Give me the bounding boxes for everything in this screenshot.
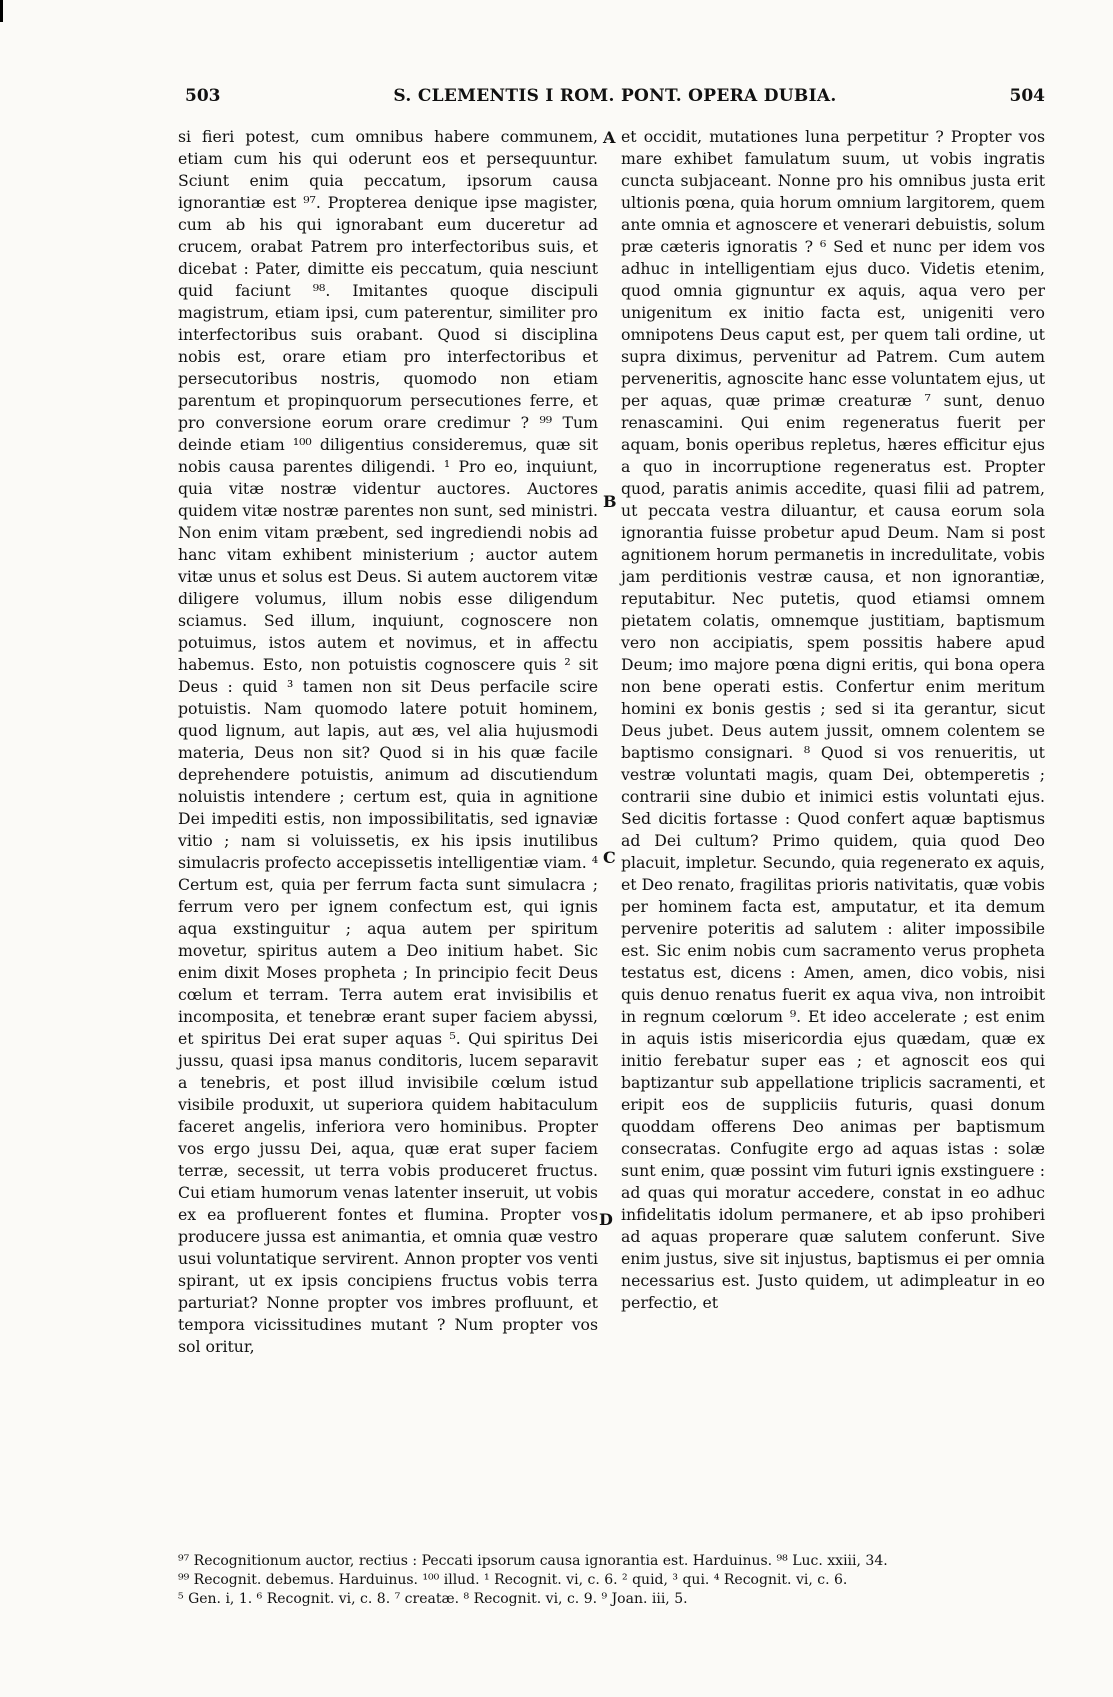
right-column bbox=[621, 126, 1045, 1314]
margin-marker-c: C bbox=[603, 848, 616, 867]
scan-edge-mark bbox=[0, 0, 3, 22]
margin-marker-b: B bbox=[603, 492, 617, 511]
footnote-line: ⁹⁷ Recognitionum auctor, rectius : Peccati ipsorum causa ignorantia est. Harduinus. ⁹⁸ Luc. xxiii, 34. bbox=[178, 1553, 888, 1569]
left-column bbox=[178, 126, 598, 1358]
footnotes bbox=[178, 1552, 1045, 1609]
page-number-right: 504 bbox=[1009, 86, 1045, 106]
page-header bbox=[185, 86, 1045, 112]
running-title: S. CLEMENTIS I ROM. PONT. OPERA DUBIA. bbox=[393, 86, 837, 106]
right-column-text: et occidit, mutationes luna perpetitur ? Propter vos mare exhibet famulatum suum, ut vobis ingratis cuncta subjaceant. Nonne pro his omnibus justa erit ultionis pœna, quia horum omnium largitorem, quem ante omnia et agnoscere et venerari debuistis, solum præ cæteris ignoratis ? ⁶ Sed et nunc per idem vos adhuc in intelligentiam ejus duco. Videtis etenim, quod omnia gignuntur ex aquis, aqua vero per unigenitum ex initio facta est, unigeniti vero omnipotens Deus caput est, per quem tali ordine, ut supra diximus, pervenitur ad Patrem. Cum autem perveneritis, agnoscite hanc esse voluntatem ejus, ut per aquas, quæ primæ creaturæ ⁷ sunt, denuo renascamini. Qui enim regeneratus fuerit per aquam, bonis operibus repletus, hæres efficitur ejus a quo in incorruptione regeneratus est. Propter quod, paratis animis accedite, quasi filii ad patrem, ut peccata vestra diluantur, et causa eorum sola ignorantia fuisse probetur apud Deum. Nam si post agnitionem horum permanetis in incredulitate, vobis jam perditionis vestræ causa, et non ignorantiæ, reputabitur. Nec putetis, quod etiamsi omnem pietatem colatis, omnemque justitiam, baptismum vero non accipiatis, spem possitis habere apud Deum; imo majore pœna digni eritis, qui bona opera non bene operati estis. Confertur enim meritum homini ex bonis gestis ; sed si ita gerantur, sicut Deus jubet. Deus autem jussit, omnem colentem se baptismo consignari. ⁸ Quod si vos renueritis, ut vestræ voluntati magis, quam Dei, obtemperetis ; contrarii sine dubio et inimici estis voluntati ejus. Sed dicitis fortasse : Quod confert aquæ baptismus ad Dei cultum? Primo quidem, quia quod Deo placuit, impletur. Secundo, quia regenerato ex aquis, et Deo renato, fragilitas prioris nativitatis, quæ vobis per hominem facta est, amputatur, et ita demum pervenire poteritis ad salutem : aliter impossibile est. Sic enim nobis cum sacramento verus propheta testatus est, dicens : Amen, amen, dico vobis, nisi quis denuo renatus fuerit ex aqua viva, non introibit in regnum cœlorum ⁹. Et ideo accelerate ; est enim in aquis istis misericordia ejus quædam, quæ ex initio ferebatur super eas ; et agnoscit eos qui baptizantur sub appellatione triplicis sacramenti, et eripit eos de suppliciis futuris, quasi donum quoddam offerens Deo animas per baptismum consecratas. Confugite ergo ad aquas istas : solæ sunt enim, quæ possint vim futuri ignis exstinguere : ad quas qui moratur accedere, constat in eo adhuc infidelitatis idolum permanere, et ab ipso prohiberi ad aquas properare quæ salutem conferunt. Sive enim justus, sive sit injustus, baptismus ei per omnia necessarius est. Justo quidem, ut adimpleatur in eo perfectio, et bbox=[621, 127, 1045, 1312]
left-column-text: si fieri potest, cum omnibus habere communem, etiam cum his qui oderunt eos et persequuntur. Sciunt enim quia peccatum, ipsorum causa ignorantiæ est ⁹⁷. Propterea denique ipse magister, cum ab his qui ignorabant eum duceretur ad crucem, orabat Patrem pro interfectoribus suis, et dicebat : Pater, dimitte eis peccatum, quia nesciunt quid faciunt ⁹⁸. Imitantes quoque discipuli magistrum, etiam ipsi, cum paterentur, similiter pro interfectoribus suis orabant. Quod si disciplina nobis est, orare etiam pro interfectoribus et persecutoribus nostris, quomodo non etiam parentum et propinquorum persecutiones ferre, et pro conversione eorum orare credimur ? ⁹⁹ Tum deinde etiam ¹⁰⁰ diligentius consideremus, quæ sit nobis causa parentes diligendi. ¹ Pro eo, inquiunt, quia vitæ nostræ videntur auctores. Auctores quidem vitæ nostræ parentes non sunt, sed ministri. Non enim vitam præbent, sed ingrediendi nobis ad hanc vitam exhibent ministerium ; auctor autem vitæ unus et solus est Deus. Si autem auctorem vitæ diligere volumus, illum nobis esse diligendum sciamus. Sed illum, inquiunt, cognoscere non potuimus, istos autem et novimus, et in affectu habemus. Esto, non potuistis cognoscere quis ² sit Deus : quid ³ tamen non sit Deus perfacile scire potuistis. Nam quomodo latere potuit hominem, quod lignum, aut lapis, aut æs, vel alia hujusmodi materia, Deus non sit? Quod si in his quæ facile deprehendere potuistis, animum ad discutiendum noluistis intendere ; certum est, quia in agnitione Dei impediti estis, non impossibilitatis, sed ignaviæ vitio ; nam si voluissetis, ex his ipsis inutilibus simulacris profecto accepissetis intelligentiæ viam. ⁴ Certum est, quia per ferrum facta sunt simulacra ; ferrum vero per ignem confectum est, qui ignis aqua exstinguitur ; aqua autem per spiritum movetur, spiritus autem a Deo initium habet. Sic enim dixit Moses propheta ; In principio fecit Deus cœlum et terram. Terra autem erat invisibilis et incomposita, et tenebræ erant super faciem abyssi, et spiritus Dei erat super aquas ⁵. Qui spiritus Dei jussu, quasi ipsa manus conditoris, lucem separavit a tenebris, et post illud invisibile cœlum istud visibile produxit, ut superiora quidem habitaculum faceret angelis, inferiora vero hominibus. Propter vos ergo jussu Dei, aqua, quæ erat super faciem terræ, secessit, ut terra vobis produceret fructus. Cui etiam humorum venas latenter inseruit, ut vobis ex ea profluerent fontes et flumina. Propter vos producere jussa est animantia, et omnia quæ vestro usui voluntatique servirent. Annon propter vos venti spirant, ut ex ipsis concipiens fructus vobis terra parturiat? Nonne propter vos imbres profluunt, et tempora vicissitudines mutant ? Num propter vos sol oritur, bbox=[178, 127, 598, 1356]
page-number-left: 503 bbox=[185, 86, 221, 106]
footnote-line: ⁵ Gen. i, 1. ⁶ Recognit. vi, c. 8. ⁷ creatæ. ⁸ Recognit. vi, c. 9. ⁹ Joan. iii, 5. bbox=[178, 1591, 688, 1607]
margin-marker-a: A bbox=[603, 128, 616, 147]
margin-marker-d: D bbox=[599, 1210, 613, 1229]
footnote-line: ⁹⁹ Recognit. debemus. Harduinus. ¹⁰⁰ illud. ¹ Recognit. vi, c. 6. ² quid, ³ qui. ⁴ Recognit. vi, c. 6. bbox=[178, 1572, 848, 1588]
